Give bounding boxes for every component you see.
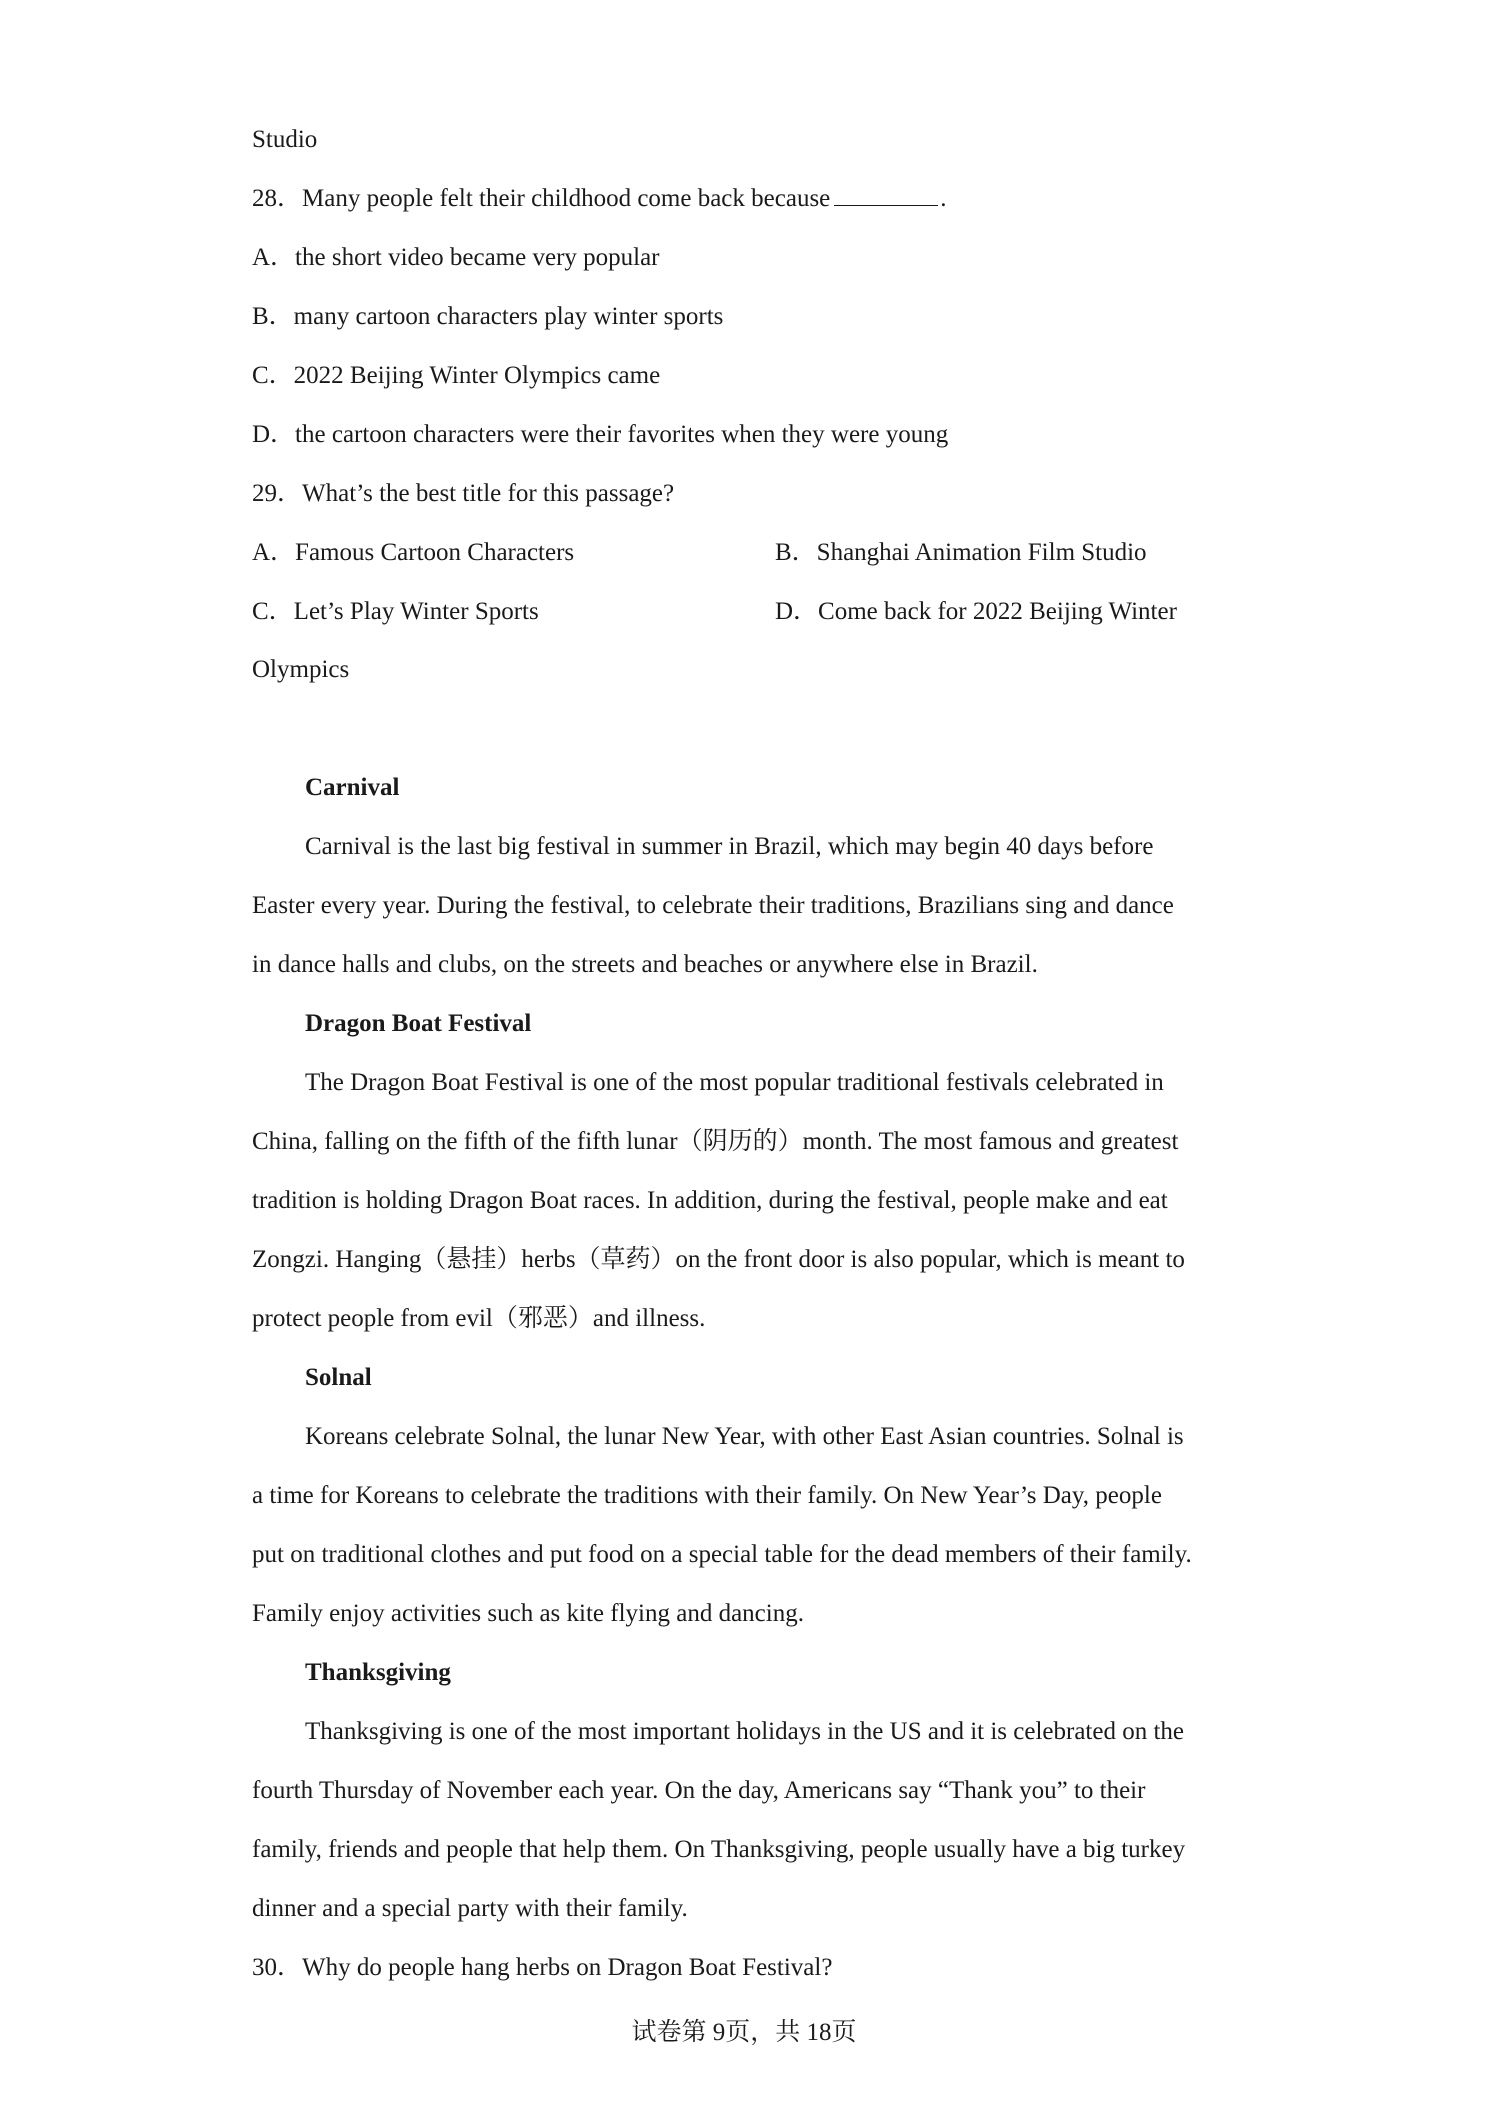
- question-28-option-d: D．the cartoon characters were their favorites when they were young: [252, 421, 949, 448]
- paragraph-line: China, falling on the fifth of the fifth lunar（阴历的）month. The most famous and greatest: [252, 1128, 1179, 1155]
- question-28-option-a: A．the short video became very popular: [252, 244, 660, 271]
- paragraph-line: Family enjoy activities such as kite flying and dancing.: [252, 1600, 804, 1627]
- option-continuation-text: Studio: [252, 126, 318, 153]
- paragraph-line: a time for Koreans to celebrate the traditions with their family. On New Year’s Day, people: [252, 1482, 1162, 1509]
- section-heading-dragon-boat-festival: Dragon Boat Festival: [305, 1010, 532, 1037]
- section-heading-solnal: Solnal: [305, 1364, 372, 1391]
- paragraph-line: Koreans celebrate Solnal, the lunar New Year, with other East Asian countries. Solnal is: [305, 1423, 1184, 1450]
- paragraph-line: put on traditional clothes and put food on a special table for the dead members of their family.: [252, 1541, 1192, 1568]
- paragraph-line: protect people from evil（邪恶）and illness.: [252, 1305, 706, 1332]
- paragraph-line: The Dragon Boat Festival is one of the most popular traditional festivals celebrated in: [305, 1069, 1164, 1096]
- question-29-option-d: D．Come back for 2022 Beijing Winter: [775, 598, 1177, 625]
- paragraph-line: Zongzi. Hanging（悬挂）herbs（草药）on the front door is also popular, which is meant to: [252, 1246, 1185, 1273]
- question-29-stem: 29．What’s the best title for this passage?: [252, 480, 675, 507]
- answer-blank: [834, 185, 938, 206]
- question-28-option-b: B．many cartoon characters play winter sports: [252, 303, 724, 330]
- page-footer: 试卷第 9页，共 18页: [631, 2019, 857, 2046]
- question-29-option-a: A．Famous Cartoon Characters: [252, 539, 575, 566]
- question-28-option-c: C．2022 Beijing Winter Olympics came: [252, 362, 661, 389]
- question-28: [252, 184, 947, 214]
- paragraph-line: fourth Thursday of November each year. On the day, Americans say “Thank you” to their: [252, 1777, 1146, 1804]
- paragraph-line: dinner and a special party with their family.: [252, 1895, 688, 1922]
- paragraph-line: Thanksgiving is one of the most important holidays in the US and it is celebrated on the: [305, 1718, 1185, 1745]
- paragraph-line: Carnival is the last big festival in summer in Brazil, which may begin 40 days before: [305, 833, 1154, 860]
- paragraph-line: tradition is holding Dragon Boat races. In addition, during the festival, people make and eat: [252, 1187, 1168, 1214]
- question-30-stem: 30．Why do people hang herbs on Dragon Boat Festival?: [252, 1954, 833, 1981]
- question-28-stem-end: .: [940, 185, 947, 212]
- section-heading-carnival: Carnival: [305, 774, 400, 801]
- paragraph-line: in dance halls and clubs, on the streets and beaches or anywhere else in Brazil.: [252, 951, 1038, 978]
- paragraph-line: Easter every year. During the festival, to celebrate their traditions, Brazilians sing and dance: [252, 892, 1174, 919]
- section-heading-thanksgiving: Thanksgiving: [305, 1659, 451, 1686]
- question-29-option-d-continuation: Olympics: [252, 656, 350, 683]
- question-28-stem: 28．Many people felt their childhood come back because: [252, 185, 831, 212]
- question-29-option-b: B．Shanghai Animation Film Studio: [775, 539, 1147, 566]
- question-29-option-c: C．Let’s Play Winter Sports: [252, 598, 539, 625]
- paragraph-line: family, friends and people that help them. On Thanksgiving, people usually have a big turkey: [252, 1836, 1186, 1863]
